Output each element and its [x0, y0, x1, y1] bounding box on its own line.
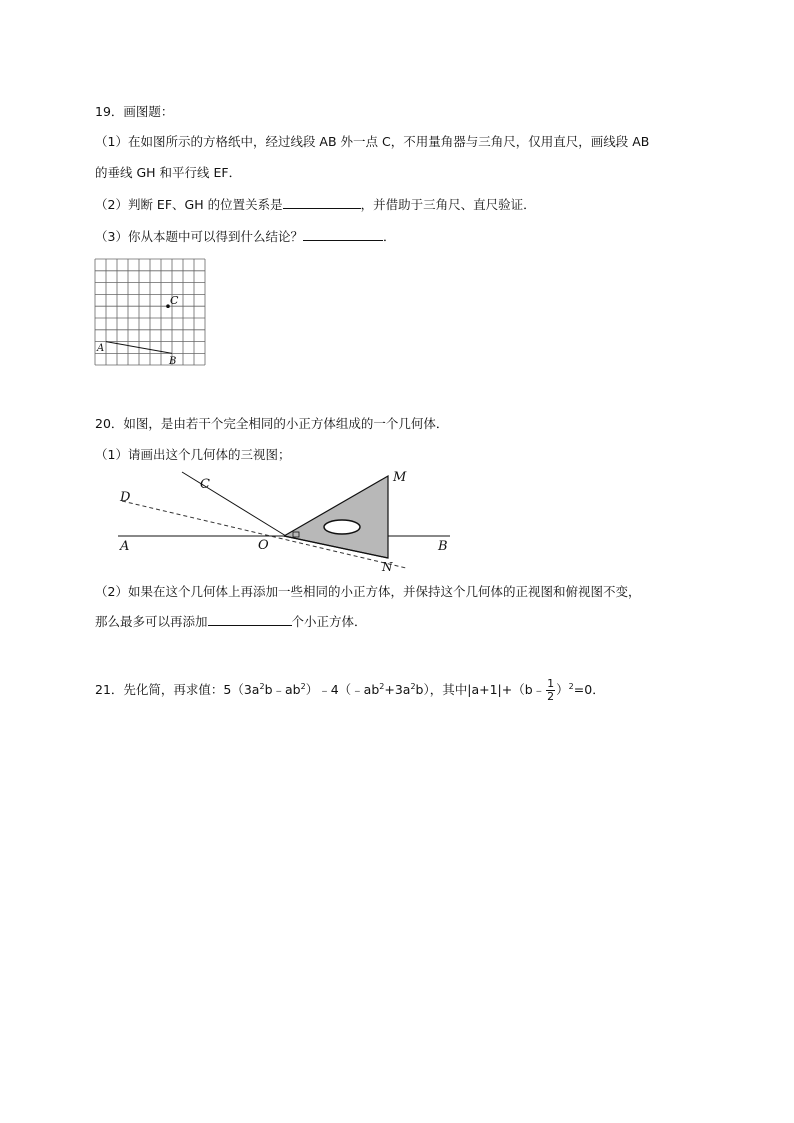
q20-part1: （1）请画出这个几何体的三视图； — [95, 447, 291, 462]
label-m: M — [393, 470, 407, 485]
q21-text-1: 21．先化简，再求值：5（3a — [95, 682, 260, 697]
q21-text-2: b﹣ab — [264, 682, 301, 697]
q21-fraction-denominator: 2 — [547, 690, 555, 703]
q19-part3 — [95, 228, 395, 246]
q19-part2-answer-blank[interactable] — [283, 196, 361, 209]
q19-part2-text-after: ，并借助于三角尺、直尺验证． — [360, 197, 536, 212]
q20-part2-text-after: 个小正方体． — [291, 614, 367, 629]
q20-part2-line1: （2）如果在这个几何体上再添加一些相同的小正方体，并保持这个几何体的正视图和俯视图不变， — [95, 584, 641, 599]
label-n: N — [382, 560, 393, 572]
grid-figure — [93, 257, 209, 369]
q21-problem — [95, 678, 605, 703]
q21-exp-2: 2 — [300, 682, 306, 691]
q19-part3-answer-blank[interactable] — [303, 228, 383, 241]
q21-text-6: ） — [556, 682, 569, 697]
set-square — [284, 476, 388, 558]
q21-fraction-numerator: 1 — [547, 677, 555, 690]
q20-part2-text: 那么最多可以再添加 — [95, 614, 208, 629]
angle-triangle-figure — [110, 468, 470, 572]
q19-title: 19．画图题： — [95, 104, 174, 119]
q20-part2-answer-blank[interactable] — [208, 613, 292, 626]
q19-part2-text: （2）判断 EF、GH 的位置关系是 — [95, 197, 283, 212]
label-d: D — [120, 490, 131, 505]
label-o: O — [258, 538, 269, 553]
label-a: A — [120, 539, 130, 554]
q21-exp-1: 2 — [259, 682, 265, 691]
ray-oc — [182, 472, 286, 536]
q21-text-4: +3a — [384, 682, 411, 697]
q21-fraction — [546, 678, 555, 703]
q20-part2-line2 — [95, 613, 367, 631]
q21-text-3: ）﹣4（﹣ab — [305, 682, 380, 697]
q21-exp-4: 2 — [410, 682, 416, 691]
q20-title: 20．如图，是由若干个完全相同的小正方体组成的一个几何体． — [95, 416, 449, 431]
q21-text-7: =0． — [573, 682, 605, 697]
q19-part1-line2: 的垂线 GH 和平行线 EF． — [95, 165, 242, 180]
label-b: B — [438, 539, 448, 554]
q19-part3-text: （3）你从本题中可以得到什么结论？ — [95, 229, 303, 244]
label-c: C — [200, 477, 210, 492]
q21-exp-3: 2 — [379, 682, 385, 691]
q21-text-5: b），其中|a+1|+（b﹣ — [415, 682, 546, 697]
q19-part1-line1: （1）在如图所示的方格纸中，经过线段 AB 外一点 C，不用量角器与三角尺，仅用直尺，画线段 AB — [95, 134, 650, 149]
set-square-hole — [324, 520, 360, 534]
q21-exp-5: 2 — [568, 682, 574, 691]
q19-part2 — [95, 196, 536, 214]
q19-part3-text-after: ． — [382, 229, 396, 244]
label-a: A — [97, 343, 105, 354]
label-c: C — [170, 294, 179, 307]
label-b: B — [169, 356, 177, 367]
